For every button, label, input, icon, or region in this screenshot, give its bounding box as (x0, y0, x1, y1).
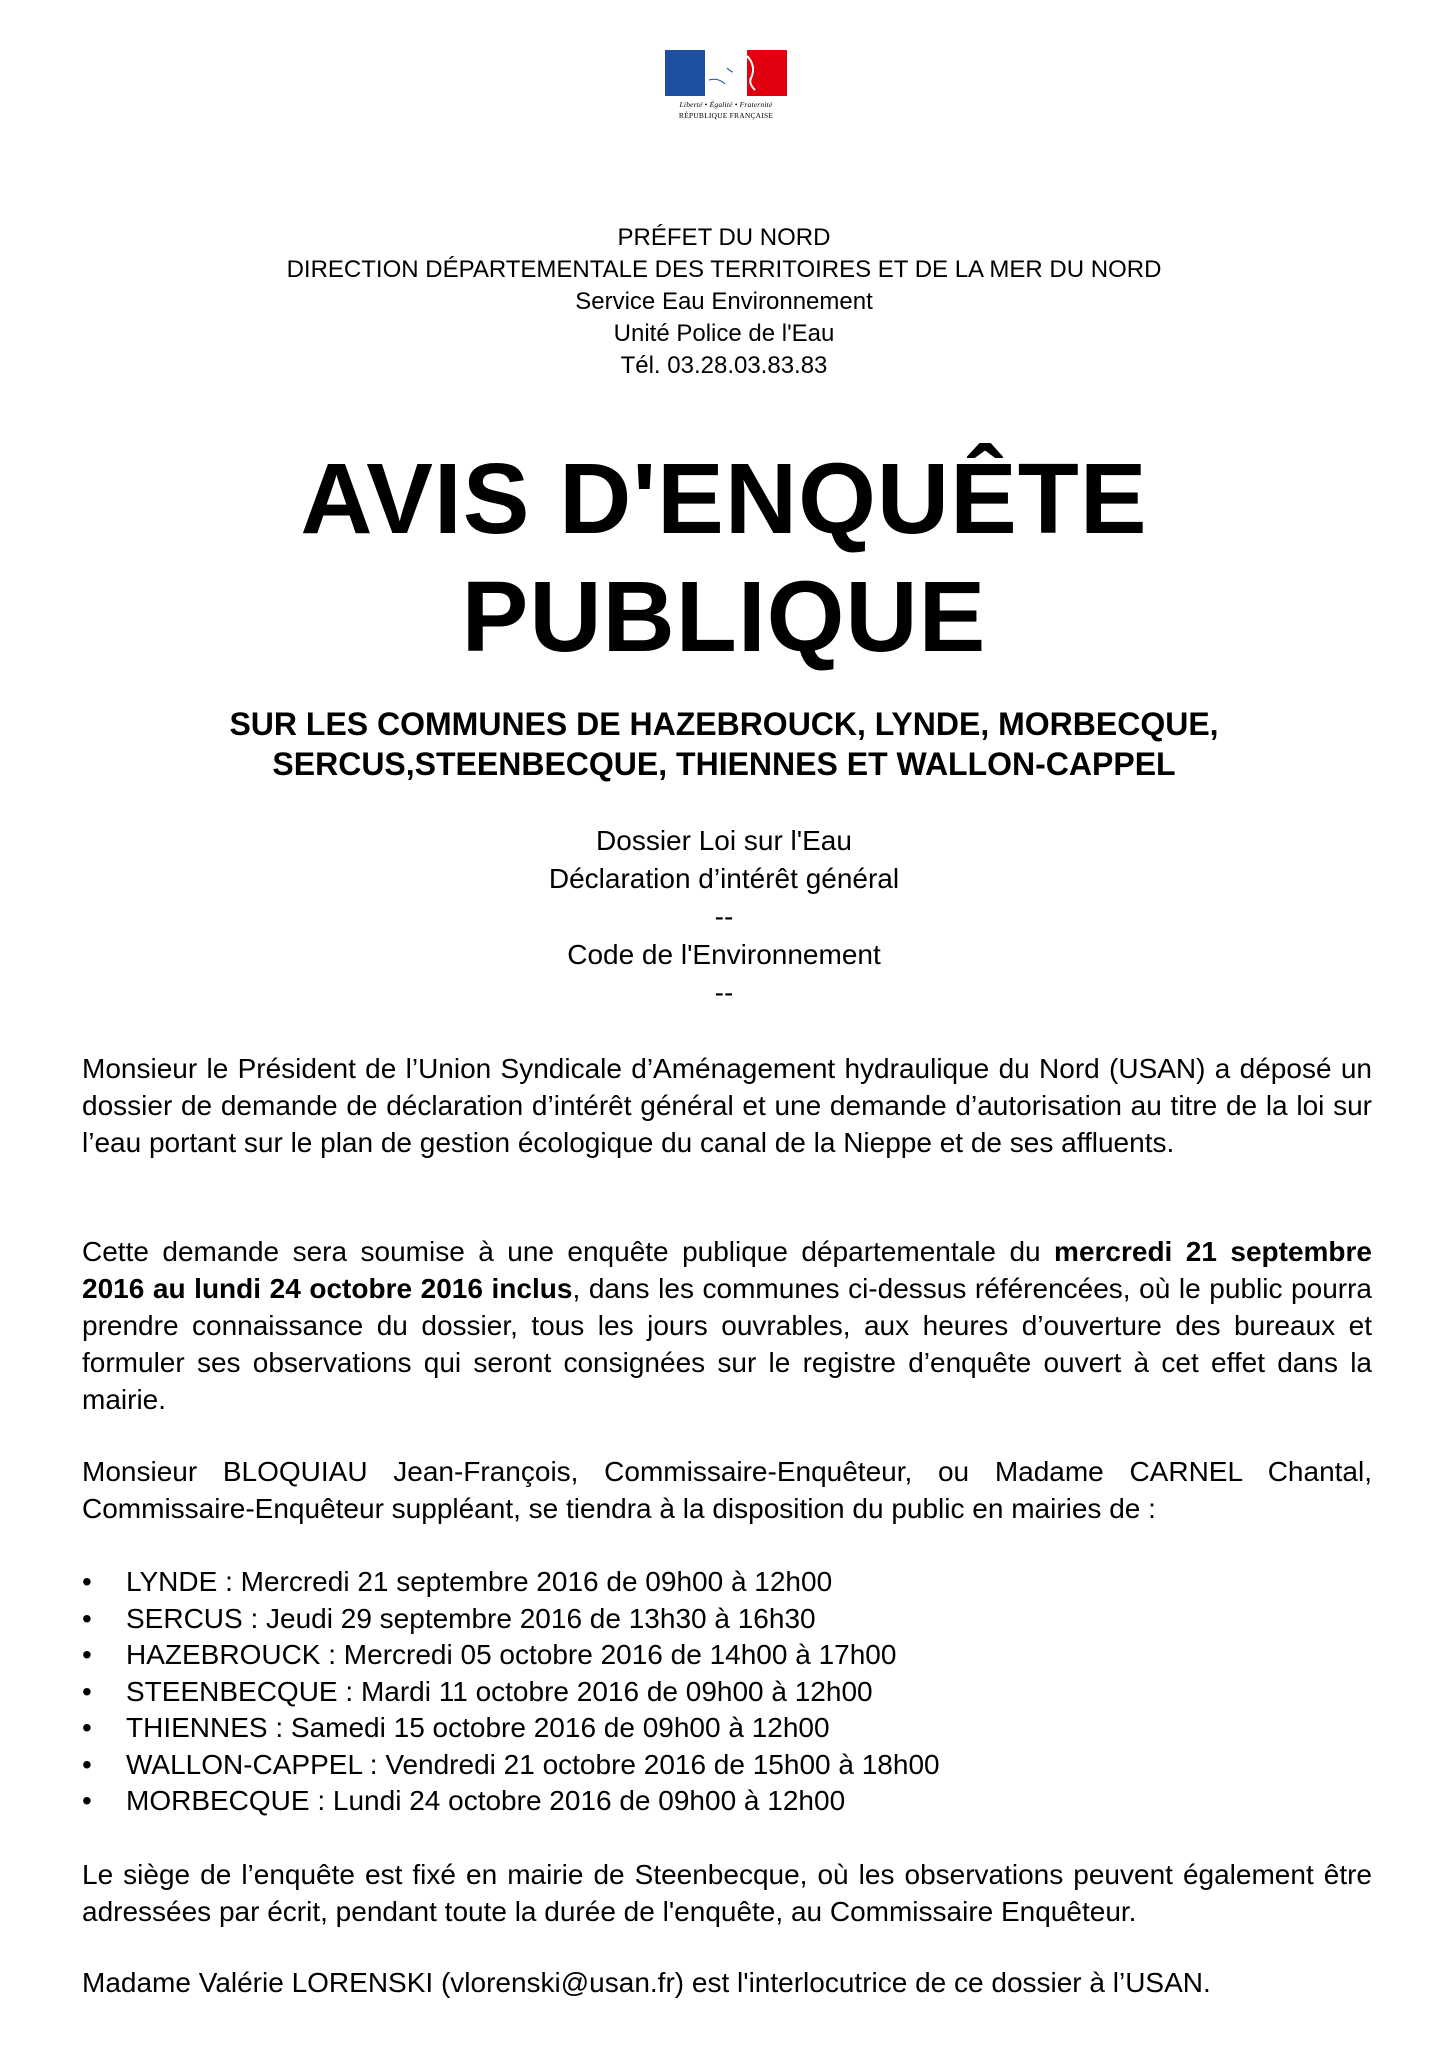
communes-subtitle (0, 704, 1448, 784)
legal-separator: -- (714, 977, 734, 1008)
enquiry-period: mercredi 21 septembre 2016 au lundi 24 octobre 2016 inclus (82, 1236, 1372, 1304)
schedule-entry: HAZEBROUCK : Mercredi 05 octobre 2016 de 14h00 à 17h00 (126, 1639, 897, 1670)
legal-dossier: Dossier Loi sur l'Eau (596, 825, 852, 856)
title-line-2: PUBLIQUE (461, 561, 987, 673)
list-item (82, 1601, 1372, 1638)
paragraph-enquiry-dates (82, 1233, 1372, 1418)
list-item (82, 1747, 1372, 1784)
administration-header (0, 222, 1448, 382)
subtitle-line-2: SERCUS,STEENBECQUE, THIENNES ET WALLON-CAPPEL (272, 746, 1176, 782)
schedule-entry: SERCUS : Jeudi 29 septembre 2016 de 13h30 à 16h30 (126, 1602, 816, 1634)
bullet-icon: • (82, 1639, 92, 1670)
paragraph-commissioner: Monsieur BLOQUIAU Jean-François, Commissaire-Enquêteur, ou Madame CARNEL Chantal, Commissaire-Enquêteur suppléant, se tiendra à la disposition du public en mairies de : (82, 1456, 1372, 1524)
schedule-entry: WALLON-CAPPEL : Vendredi 21 octobre 2016 de 15h00 à 18h00 (126, 1748, 940, 1780)
list-item (82, 1564, 1372, 1601)
bullet-icon: • (82, 1675, 92, 1707)
bullet-icon: • (82, 1748, 92, 1780)
header-unit: Unité Police de l'Eau (613, 320, 835, 347)
header-direction: DIRECTION DÉPARTEMENTALE DES TERRITOIRES ET DE LA MER DU NORD (286, 256, 1162, 283)
title-line-1: AVIS D'ENQUÊTE (300, 443, 1148, 555)
legal-separator: -- (714, 901, 734, 932)
paragraph-enquiry-seat: Le siège de l’enquête est fixé en mairie de Steenbecque, où les observations peuvent également être adressées par écrit, pendant toute la durée de l'enquête, au Commissaire Enquêteur. (82, 1859, 1372, 1927)
legal-declaration: Déclaration d’intérêt général (548, 863, 900, 894)
header-service: Service Eau Environnement (575, 288, 873, 315)
legal-references (0, 822, 1448, 1012)
bullet-icon: • (82, 1566, 92, 1597)
paragraph-applicant: Monsieur le Président de l’Union Syndicale d’Aménagement hydraulique du Nord (USAN) a déposé un dossier de demande de déclaration d’intérêt général et une demande d’autorisation au titre de la loi sur l’eau portant sur le plan de gestion écologique du canal de la Nieppe et de ses affluents. (82, 1053, 1372, 1158)
bullet-icon: • (82, 1785, 92, 1816)
bullet-icon: • (82, 1712, 92, 1743)
permanence-schedule-list (82, 1564, 1372, 1820)
schedule-entry: MORBECQUE : Lundi 24 octobre 2016 de 09h00 à 12h00 (126, 1785, 846, 1816)
paragraph-contact: Madame Valérie LORENSKI (vlorenski@usan.fr) est l'interlocutrice de ce dossier à l’USAN. (82, 1967, 1211, 1998)
marianne-flag-icon (665, 50, 787, 96)
header-phone: Tél. 03.28.03.83.83 (620, 352, 828, 379)
list-item (82, 1637, 1372, 1674)
enquiry-intro-text: Cette demande sera soumise à une enquête publique départementale du (82, 1236, 1055, 1267)
bullet-icon: • (82, 1602, 92, 1634)
subtitle-line-1: SUR LES COMMUNES DE HAZEBROUCK, LYNDE, MORBECQUE, (229, 706, 1219, 742)
header-prefect: PRÉFET DU NORD (617, 224, 831, 251)
enquiry-details-text: , dans les communes ci-dessus référencées, où le public pourra prendre connaissance du dossier, tous les jours ouvrables, aux heures d’ouverture des bureaux et formuler ses observations qui seront consignées sur le registre d’enquête ouvert à cet effet dans la mairie. (82, 1273, 1372, 1415)
page-title (0, 440, 1448, 676)
schedule-entry: STEENBECQUE : Mardi 11 octobre 2016 de 09h00 à 12h00 (126, 1675, 873, 1707)
schedule-entry: LYNDE : Mercredi 21 septembre 2016 de 09h00 à 12h00 (126, 1566, 833, 1597)
logo-motto: Liberté • Égalité • Fraternité (679, 100, 773, 109)
list-item (82, 1710, 1372, 1747)
list-item (82, 1783, 1372, 1820)
schedule-entry: THIENNES : Samedi 15 octobre 2016 de 09h00 à 12h00 (126, 1712, 830, 1743)
list-item (82, 1674, 1372, 1711)
republique-francaise-logo (664, 50, 788, 120)
logo-republic-name: RÉPUBLIQUE FRANÇAISE (678, 111, 774, 120)
legal-code: Code de l'Environnement (567, 939, 881, 970)
